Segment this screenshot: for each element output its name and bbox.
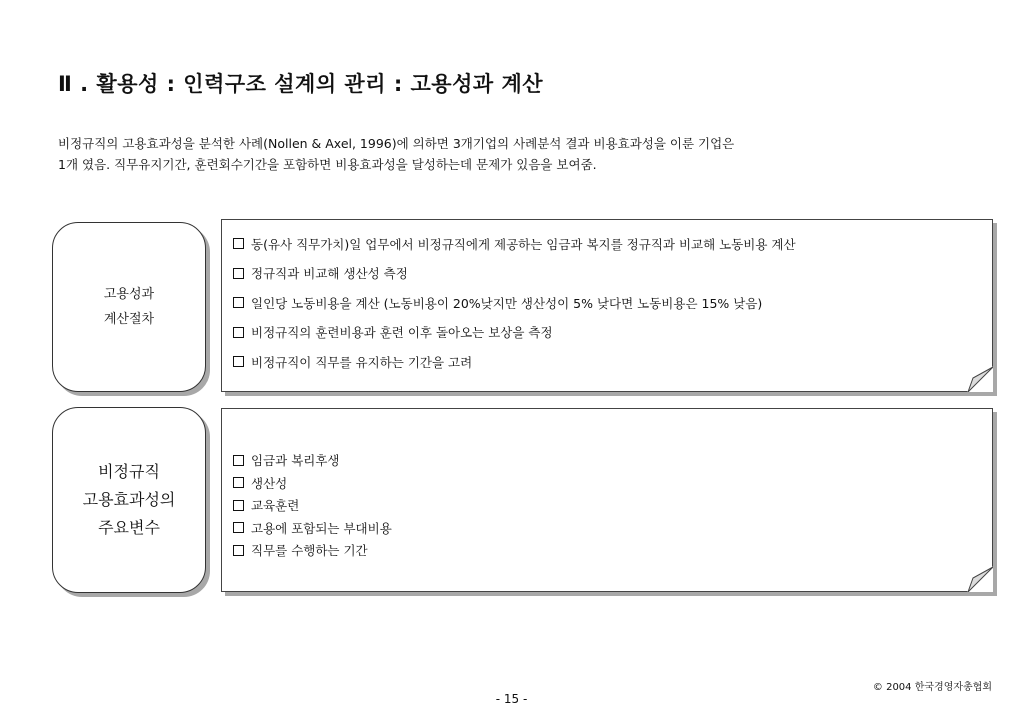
section-label-line: 주요변수 — [98, 518, 160, 537]
checkbox-square-icon — [233, 297, 244, 308]
checkbox-square-icon — [233, 522, 244, 533]
list-item — [233, 517, 392, 540]
list-item — [233, 494, 392, 517]
list-item — [233, 288, 796, 318]
checkbox-square-icon — [233, 477, 244, 488]
list-item-text: 정규직과 비교해 생산성 측정 — [251, 266, 408, 282]
section-label-line: 고용성과 — [103, 287, 155, 302]
list-item — [233, 229, 796, 259]
list-item — [233, 539, 392, 562]
variables-card — [221, 408, 993, 592]
procedure-list — [233, 229, 796, 377]
procedure-card — [221, 219, 993, 392]
list-item — [233, 318, 796, 348]
page-number: - 15 - — [495, 692, 528, 706]
section-label-line: 고용효과성의 — [82, 490, 176, 509]
list-item-text: 직무를 수행하는 기간 — [251, 543, 368, 559]
section-label-line: 비정규직 — [98, 462, 160, 481]
list-item-text: 고용에 포함되는 부대비용 — [251, 520, 392, 536]
checkbox-square-icon — [233, 327, 244, 338]
list-item-text: 일인당 노동비용을 계산 (노동비용이 20%낮지만 생산성이 5% 낮다면 노동비용은 15% 낮음) — [251, 295, 763, 311]
page-curl-icon — [967, 566, 993, 592]
list-item-text: 교육훈련 — [251, 498, 300, 514]
checkbox-square-icon — [233, 455, 244, 466]
intro-line-2: 1개 였음. 직무유지기간, 훈련회수기간을 포함하면 비용효과성을 달성하는데 문제가 있음을 보여줌. — [58, 157, 597, 172]
page-curl-icon — [967, 366, 993, 392]
list-item-text: 동(유사 직무가치)일 업무에서 비정규직에게 제공하는 임금과 복지를 정규직과 비교해 노동비용 계산 — [251, 236, 796, 252]
list-item-text: 비정규직이 직무를 유지하는 기간을 고려 — [251, 354, 473, 370]
list-item — [233, 449, 392, 472]
copyright-notice: © 2004 한국경영자총협회 — [872, 682, 992, 693]
checkbox-square-icon — [233, 545, 244, 556]
list-item-text: 생산성 — [251, 475, 288, 491]
section-label-procedure — [52, 222, 206, 392]
list-item — [233, 472, 392, 495]
list-item-text: 비정규직의 훈련비용과 훈련 이후 돌아오는 보상을 측정 — [251, 325, 553, 341]
list-item — [233, 259, 796, 289]
page-title: Ⅱ . 활용성 : 인력구조 설계의 관리 : 고용성과 계산 — [58, 72, 544, 96]
section-label-variables — [52, 407, 206, 593]
section-label-line: 계산절차 — [103, 312, 155, 327]
intro-paragraph — [58, 133, 938, 175]
intro-line-1: 비정규직의 고용효과성을 분석한 사례(Nollen & Axel, 1996)에 의하면 3개기업의 사례분석 결과 비용효과성을 이룬 기업은 — [58, 136, 735, 151]
list-item-text: 임금과 복리후생 — [251, 453, 340, 469]
checkbox-square-icon — [233, 268, 244, 279]
checkbox-square-icon — [233, 356, 244, 367]
variables-list — [233, 449, 392, 562]
checkbox-square-icon — [233, 238, 244, 249]
list-item — [233, 347, 796, 377]
checkbox-square-icon — [233, 500, 244, 511]
